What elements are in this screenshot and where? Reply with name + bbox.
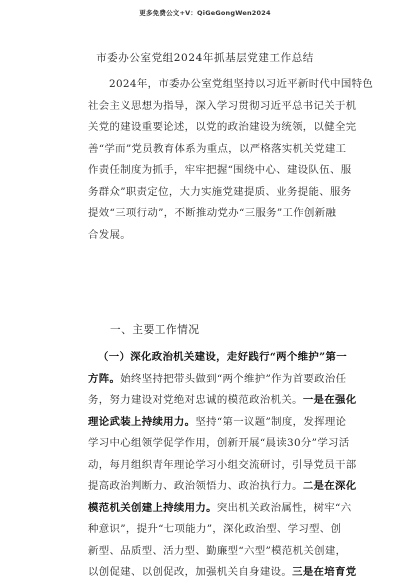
body-line: 动，每月组织青年理论学习小组交流研讨，引导党员干部 — [88, 458, 357, 471]
body-line: 新型、品质型、活力型、勤廉型“六型”模范机关创建， — [88, 544, 347, 557]
intro-line: 合发展。 — [88, 228, 131, 241]
body-text: 务，努力建设对党绝对忠诚的模范政治机关。 — [88, 394, 303, 406]
point-one-heading: 一是在强化 — [302, 394, 357, 406]
body-line — [88, 412, 347, 434]
section-heading: 一、主要工作情况 — [110, 324, 200, 336]
intro-line: 社会主义思想为指导，深入学习贯彻习近平总书记关于机 — [88, 99, 357, 112]
body-text: 突出机关政治属性，树牢“六 — [216, 501, 352, 514]
body-line — [88, 562, 357, 584]
body-line — [88, 498, 352, 520]
intro-line: 关党的建设重要论述，以党的政治建设为统领，以健全完 — [88, 121, 357, 133]
body-line — [88, 390, 357, 412]
body-text: 坚持“第一议题”制度，发挥理论 — [195, 415, 347, 428]
subsection-heading: （一）深化政治机关建设，走好践行“两个维护”第一 — [98, 351, 347, 363]
subsection-paragraph — [88, 347, 357, 584]
intro-line: 2024年，市委办公室党组坚持以习近平新时代中国特色 — [109, 78, 374, 90]
body-line: 学习中心组领学促学作用，创新开展“晨读30分”学习活 — [88, 437, 350, 449]
intro-line: 善“学而”党员教育体系为重点，以严格落实机关党建工 — [88, 142, 347, 155]
body-text: 以创促建、以创促改，加强机关自身建设。 — [88, 566, 293, 578]
body-text: 提高政治判断力、政治领悟力、政治执行力。 — [88, 480, 303, 492]
subsection-heading-line — [88, 347, 347, 369]
intro-line: 作责任制度为抓手，牢牢把握“围绕中心、建设队伍、服 — [88, 164, 352, 176]
header-note: 更多免费公文+V：QiGeGongWen2024 — [139, 9, 271, 17]
intro-line: 提效“三项行动”，不断推动党办“三服务”工作创新融 — [88, 207, 337, 219]
body-line — [88, 369, 347, 391]
point-two-heading-cont: 模范机关创建上持续用力。 — [88, 501, 217, 514]
document-title: 市委办公室党组2024年抓基层党建工作总结 — [96, 52, 314, 64]
body-line — [88, 476, 357, 498]
point-two-heading: 二是在深化 — [302, 480, 357, 492]
body-text: 始终坚持把带头做到“两个维护”作为首要政治任 — [120, 372, 347, 385]
intro-paragraph — [88, 74, 374, 246]
body-line: 种意识”，提升“七项能力”，深化政治型、学习型、创 — [88, 523, 342, 535]
point-three-heading: 三是在培育党 — [292, 566, 357, 578]
intro-line: 务群众”职责定位，大力实施党建提质、业务提能、服务 — [88, 185, 352, 198]
subsection-heading-cont: 方阵。 — [88, 372, 121, 385]
point-one-heading-cont: 理论武装上持续用力。 — [88, 415, 196, 428]
